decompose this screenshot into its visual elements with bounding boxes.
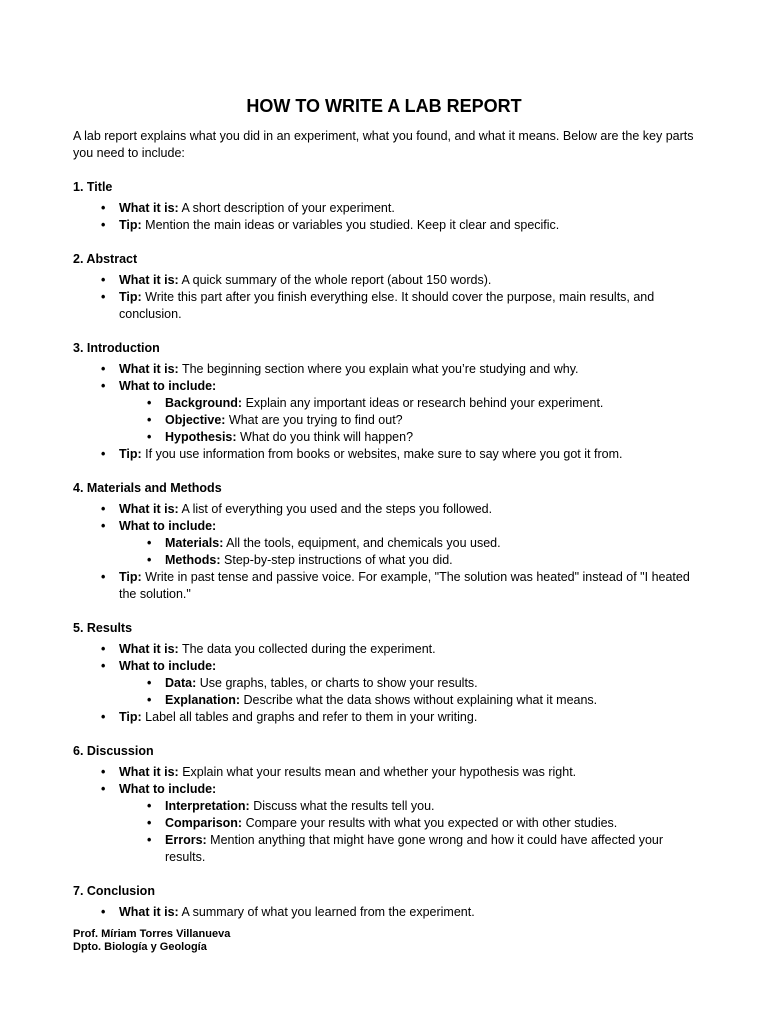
sub-bullet-list	[119, 675, 695, 709]
sub-item-label: Hypothesis:	[165, 430, 237, 444]
sub-item-text: Mention anything that might have gone wrong and how it could have affected your results.	[165, 833, 664, 864]
list-item	[73, 781, 695, 866]
item-text: Label all tables and graphs and refer to them in your writing.	[141, 710, 478, 724]
sub-item-label: Objective:	[165, 413, 226, 427]
sub-bullet-list	[119, 535, 695, 569]
section-heading: 6. Discussion	[73, 744, 154, 758]
item-text: The beginning section where you explain what you’re studying and why.	[178, 362, 579, 376]
bullet-list	[73, 764, 695, 866]
section-heading: 2. Abstract	[73, 252, 138, 266]
section	[73, 179, 695, 234]
list-item	[73, 200, 695, 217]
list-item	[73, 569, 695, 603]
sub-list-item	[119, 815, 695, 832]
item-label: Tip:	[119, 290, 142, 304]
sub-list-item	[119, 429, 695, 446]
item-label: Tip:	[119, 570, 142, 584]
item-text: A quick summary of the whole report (about 150 words).	[178, 273, 492, 287]
sub-list-item	[119, 535, 695, 552]
list-item	[73, 904, 695, 921]
list-item	[73, 361, 695, 378]
intro-paragraph: A lab report explains what you did in an experiment, what you found, and what it means. Below are the key parts you need to include:	[73, 129, 694, 160]
list-item	[73, 641, 695, 658]
list-item	[73, 501, 695, 518]
list-item	[73, 217, 695, 234]
item-label: What it is:	[119, 273, 179, 287]
sub-item-text: Discuss what the results tell you.	[249, 799, 435, 813]
sub-list-item	[119, 675, 695, 692]
section	[73, 340, 695, 463]
sub-item-text: Compare your results with what you expected or with other studies.	[242, 816, 618, 830]
section-heading: 7. Conclusion	[73, 884, 155, 898]
sub-item-text: Use graphs, tables, or charts to show your results.	[196, 676, 478, 690]
sub-item-label: Data:	[165, 676, 197, 690]
list-item	[73, 658, 695, 709]
item-label: What to include:	[119, 782, 217, 796]
list-item	[73, 272, 695, 289]
item-label: What it is:	[119, 905, 179, 919]
sub-list-item	[119, 395, 695, 412]
list-item	[73, 709, 695, 726]
sub-bullet-list	[119, 395, 695, 446]
item-label: What to include:	[119, 659, 217, 673]
list-item	[73, 378, 695, 446]
item-text: A short description of your experiment.	[178, 201, 395, 215]
sub-bullet-list	[119, 798, 695, 866]
list-item	[73, 518, 695, 569]
sub-item-label: Methods:	[165, 553, 221, 567]
footer-department: Dpto. Biología y Geología	[73, 941, 207, 953]
item-label: Tip:	[119, 447, 142, 461]
sub-list-item	[119, 692, 695, 709]
section	[73, 883, 695, 921]
footer	[73, 928, 230, 954]
section-heading: 1. Title	[73, 180, 113, 194]
sub-list-item	[119, 412, 695, 429]
item-label: Tip:	[119, 218, 142, 232]
item-label: What to include:	[119, 519, 217, 533]
section	[73, 743, 695, 866]
sub-item-label: Errors:	[165, 833, 207, 847]
section	[73, 251, 695, 323]
list-item	[73, 764, 695, 781]
sub-list-item	[119, 798, 695, 815]
section-heading: 4. Materials and Methods	[73, 481, 222, 495]
item-text: Write this part after you finish everything else. It should cover the purpose, main results, and conclusion.	[119, 290, 655, 321]
sub-item-text: Describe what the data shows without explaining what it means.	[240, 693, 598, 707]
document-title: HOW TO WRITE A LAB REPORT	[246, 96, 522, 116]
sub-item-label: Background:	[165, 396, 243, 410]
bullet-list	[73, 272, 695, 323]
section-heading: 3. Introduction	[73, 341, 160, 355]
sub-item-text: All the tools, equipment, and chemicals you used.	[223, 536, 501, 550]
bullet-list	[73, 361, 695, 463]
sub-list-item	[119, 832, 695, 866]
section	[73, 620, 695, 726]
footer-author: Prof. Míriam Torres Villanueva	[73, 928, 231, 940]
item-text: A list of everything you used and the steps you followed.	[178, 502, 493, 516]
item-label: What it is:	[119, 765, 179, 779]
sub-list-item	[119, 552, 695, 569]
section	[73, 480, 695, 603]
item-label: What it is:	[119, 362, 179, 376]
bullet-list	[73, 904, 695, 921]
item-text: The data you collected during the experiment.	[178, 642, 436, 656]
item-label: What it is:	[119, 502, 179, 516]
list-item	[73, 289, 695, 323]
document-body	[73, 94, 695, 921]
sub-item-label: Interpretation:	[165, 799, 250, 813]
item-text: Explain what your results mean and whether your hypothesis was right.	[178, 765, 577, 779]
sub-item-text: What are you trying to find out?	[225, 413, 403, 427]
bullet-list	[73, 200, 695, 234]
sections-container	[73, 179, 695, 921]
sub-item-text: Explain any important ideas or research behind your experiment.	[242, 396, 604, 410]
sub-item-label: Comparison:	[165, 816, 243, 830]
item-text: A summary of what you learned from the experiment.	[178, 905, 475, 919]
bullet-list	[73, 641, 695, 726]
section-heading: 5. Results	[73, 621, 133, 635]
item-text: Mention the main ideas or variables you studied. Keep it clear and specific.	[141, 218, 560, 232]
bullet-list	[73, 501, 695, 603]
item-text: If you use information from books or websites, make sure to say where you got it from.	[141, 447, 623, 461]
item-label: What to include:	[119, 379, 217, 393]
sub-item-label: Materials:	[165, 536, 224, 550]
item-label: Tip:	[119, 710, 142, 724]
list-item	[73, 446, 695, 463]
sub-item-text: What do you think will happen?	[236, 430, 414, 444]
item-label: What it is:	[119, 642, 179, 656]
item-label: What it is:	[119, 201, 179, 215]
sub-item-label: Explanation:	[165, 693, 241, 707]
item-text: Write in past tense and passive voice. For example, "The solution was heated" instead of "I heated the solution."	[119, 570, 690, 601]
sub-item-text: Step-by-step instructions of what you did.	[220, 553, 453, 567]
